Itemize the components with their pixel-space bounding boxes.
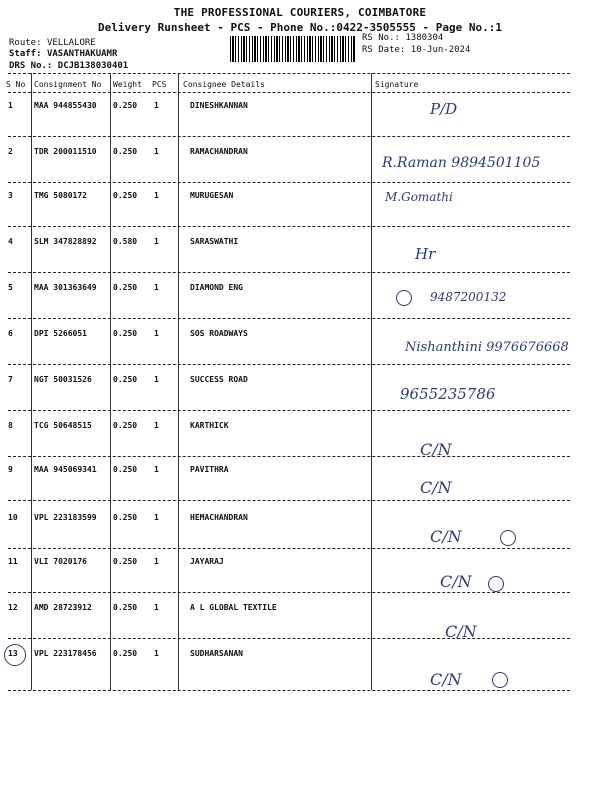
barcode-image xyxy=(230,36,355,62)
cell-weight: 0.250 xyxy=(113,191,138,200)
rs-date-label: RS Date: xyxy=(362,45,406,55)
drs-value: DCJB138030401 xyxy=(57,61,129,71)
row-separator xyxy=(8,592,570,593)
cell-weight: 0.250 xyxy=(113,649,138,658)
handwritten-circle-mark xyxy=(500,530,516,546)
table-bottom-rule xyxy=(8,690,570,691)
cell-pcs: 1 xyxy=(154,283,159,292)
col-header-pcs: PCS xyxy=(152,80,167,89)
signature-handwriting: R.Raman 9894501105 xyxy=(382,155,541,171)
row-separator xyxy=(8,272,570,273)
cell-pcs: 1 xyxy=(154,649,159,658)
cell-consignment: DPI 5266051 xyxy=(34,329,87,338)
signature-handwriting: M.Gomathi xyxy=(385,190,453,204)
drs-line xyxy=(9,61,128,71)
cell-sno: 13 xyxy=(8,649,18,658)
cell-weight: 0.250 xyxy=(113,147,138,156)
col-header-weight: Weight xyxy=(113,80,142,89)
signature-handwriting: 9487200132 xyxy=(430,290,507,304)
route-label: Route: xyxy=(9,38,42,48)
cell-pcs: 1 xyxy=(154,101,159,110)
cell-consignee: RAMACHANDRAN xyxy=(190,147,248,156)
row-separator xyxy=(8,364,570,365)
cell-weight: 0.250 xyxy=(113,421,138,430)
cell-consignment: VLI 7020176 xyxy=(34,557,87,566)
cell-weight: 0.250 xyxy=(113,557,138,566)
cell-consignee: A L GLOBAL TEXTILE xyxy=(190,603,277,612)
row-separator xyxy=(8,182,570,183)
cell-pcs: 1 xyxy=(154,513,159,522)
col-header-signature: Signature xyxy=(375,80,419,89)
handwritten-circle-mark xyxy=(492,672,508,688)
signature-handwriting: Hr xyxy=(415,245,436,263)
cell-consignee: PAVITHRA xyxy=(190,465,229,474)
route-line xyxy=(9,38,96,48)
cell-consignee: SARASWATHI xyxy=(190,237,239,246)
drs-label: DRS No.: xyxy=(9,61,53,71)
cell-consignment: AMD 28723912 xyxy=(34,603,92,612)
row-separator xyxy=(8,136,570,137)
row-separator xyxy=(8,638,570,639)
cell-pcs: 1 xyxy=(154,465,159,474)
signature-handwriting: C/N xyxy=(430,527,462,546)
cell-consignment: VPL 223183599 xyxy=(34,513,97,522)
col-divider xyxy=(31,73,32,690)
cell-sno: 2 xyxy=(8,147,13,156)
cell-consignee: JAYARAJ xyxy=(190,557,224,566)
cell-weight: 0.580 xyxy=(113,237,138,246)
cell-consignment: MAA 945069341 xyxy=(34,465,97,474)
cell-weight: 0.250 xyxy=(113,603,138,612)
cell-consignment: TMG 5080172 xyxy=(34,191,87,200)
cell-sno: 11 xyxy=(8,557,18,566)
signature-handwriting: 9655235786 xyxy=(400,385,496,403)
signature-handwriting: C/N xyxy=(430,670,462,689)
cell-consignment: SLM 347828892 xyxy=(34,237,97,246)
route-value: VELLALORE xyxy=(46,38,96,48)
cell-sno: 8 xyxy=(8,421,13,430)
staff-label: Staff: xyxy=(9,49,42,59)
col-divider xyxy=(110,73,111,690)
cell-pcs: 1 xyxy=(154,329,159,338)
signature-handwriting: C/N xyxy=(440,572,472,591)
cell-consignment: MAA 301363649 xyxy=(34,283,97,292)
col-header-sno: S No xyxy=(6,80,26,89)
cell-consignment: MAA 944855430 xyxy=(34,101,97,110)
cell-consignee: DIAMOND ENG xyxy=(190,283,243,292)
rs-no-value: 1380304 xyxy=(405,33,444,43)
cell-consignee: SUDHARSANAN xyxy=(190,649,243,658)
cell-consignment: NGT 50031526 xyxy=(34,375,92,384)
rs-no-label: RS No.: xyxy=(362,33,400,43)
handwritten-circle-mark xyxy=(4,644,26,666)
cell-pcs: 1 xyxy=(154,237,159,246)
row-separator xyxy=(8,410,570,411)
cell-consignment: TCG 50648515 xyxy=(34,421,92,430)
rs-date-line xyxy=(362,45,470,55)
rs-no-line xyxy=(362,33,443,43)
row-separator xyxy=(8,226,570,227)
cell-consignee: HEMACHANDRAN xyxy=(190,513,248,522)
company-title: THE PROFESSIONAL COURIERS, COIMBATORE xyxy=(173,6,427,19)
cell-weight: 0.250 xyxy=(113,513,138,522)
signature-handwriting: C/N xyxy=(445,622,477,641)
signature-handwriting: C/N xyxy=(420,478,452,497)
cell-weight: 0.250 xyxy=(113,101,138,110)
row-separator xyxy=(8,500,570,501)
cell-consignee: KARTHICK xyxy=(190,421,229,430)
row-separator xyxy=(8,456,570,457)
col-divider xyxy=(371,73,372,690)
cell-consignment: VPL 223178456 xyxy=(34,649,97,658)
rs-date-value: 10-Jun-2024 xyxy=(410,45,471,55)
col-divider xyxy=(178,73,179,690)
cell-sno: 1 xyxy=(8,101,13,110)
handwritten-circle-mark xyxy=(488,576,504,592)
col-header-consignment: Consignment No xyxy=(34,80,102,89)
cell-sno: 5 xyxy=(8,283,13,292)
row-separator xyxy=(8,318,570,319)
cell-pcs: 1 xyxy=(154,557,159,566)
row-separator xyxy=(8,548,570,549)
cell-sno: 4 xyxy=(8,237,13,246)
cell-pcs: 1 xyxy=(154,147,159,156)
cell-consignee: MURUGESAN xyxy=(190,191,234,200)
cell-consignee: SOS ROADWAYS xyxy=(190,329,248,338)
cell-sno: 7 xyxy=(8,375,13,384)
header-bottom-rule xyxy=(8,92,570,93)
signature-handwriting: Nishanthini 9976676668 xyxy=(405,340,569,355)
cell-weight: 0.250 xyxy=(113,465,138,474)
cell-sno: 9 xyxy=(8,465,13,474)
col-header-consignee: Consignee Details xyxy=(183,80,265,89)
signature-handwriting: P/D xyxy=(430,100,458,118)
staff-line xyxy=(9,49,117,59)
cell-sno: 3 xyxy=(8,191,13,200)
signature-handwriting: C/N xyxy=(420,440,452,459)
table-top-rule xyxy=(8,73,570,74)
cell-consignee: SUCCESS ROAD xyxy=(190,375,248,384)
cell-weight: 0.250 xyxy=(113,329,138,338)
cell-consignment: TDR 200011510 xyxy=(34,147,97,156)
cell-sno: 12 xyxy=(8,603,18,612)
cell-consignee: DINESHKANNAN xyxy=(190,101,248,110)
handwritten-circle-mark xyxy=(396,290,412,306)
cell-weight: 0.250 xyxy=(113,283,138,292)
cell-pcs: 1 xyxy=(154,603,159,612)
cell-sno: 10 xyxy=(8,513,18,522)
staff-value: VASANTHAKUAMR xyxy=(46,49,118,59)
cell-pcs: 1 xyxy=(154,191,159,200)
cell-sno: 6 xyxy=(8,329,13,338)
cell-pcs: 1 xyxy=(154,421,159,430)
runsheet-title: Delivery Runsheet - PCS - Phone No.:0422-3505555 - Page No.:1 xyxy=(98,21,502,34)
cell-pcs: 1 xyxy=(154,375,159,384)
cell-weight: 0.250 xyxy=(113,375,138,384)
